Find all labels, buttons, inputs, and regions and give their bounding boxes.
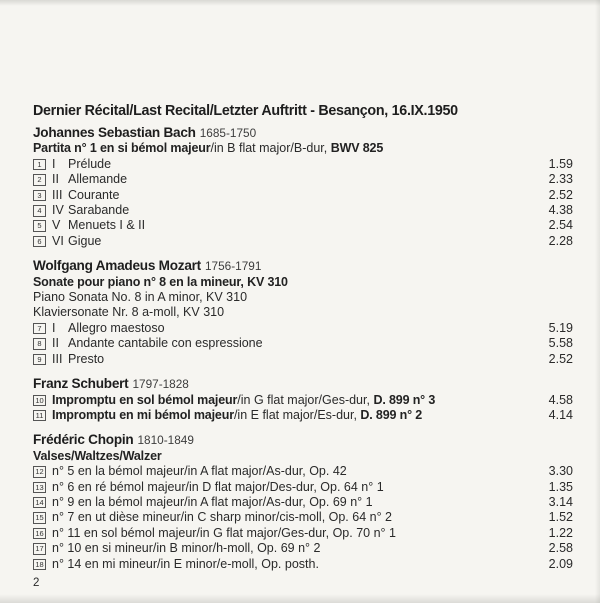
section-bach	[33, 125, 573, 249]
track-row	[33, 480, 573, 495]
track-number-box: 8	[33, 338, 46, 350]
track-number-box: 10	[33, 395, 46, 407]
track-time: 3.30	[548, 464, 573, 479]
work-title-de: Klaviersonate Nr. 8 a-moll, KV 310	[33, 305, 225, 320]
track-number-box: 4	[33, 205, 46, 217]
track-title: Sarabande	[68, 203, 130, 218]
track-row	[33, 218, 573, 233]
track-number-box: 12	[33, 466, 46, 478]
track-row	[33, 234, 573, 249]
track-title: n° 14 en mi mineur/in E minor/e-moll, Op. posth.	[52, 556, 319, 571]
track-number-box: 2	[33, 174, 46, 186]
composer-dates: 1756-1791	[204, 259, 262, 274]
work-title-translations: /in B flat major/B-dur,	[210, 141, 331, 156]
track-time: 2.58	[548, 541, 573, 556]
track-row	[33, 495, 573, 510]
track-title-translations: /in E flat major/Es-dur,	[233, 407, 361, 422]
composer-line	[33, 125, 573, 141]
track-time: 3.14	[548, 494, 573, 509]
track-number-box: 9	[33, 354, 46, 366]
movement-numeral: VI	[52, 233, 64, 248]
track-number-box: 17	[33, 543, 46, 555]
track-title: n° 10 en si mineur/in B minor/h-moll, Op. 69 n° 2	[52, 541, 321, 556]
section-schubert	[33, 376, 573, 423]
composer-dates: 1797-1828	[132, 377, 189, 392]
track-time: 1.59	[548, 156, 573, 171]
track-title: n° 7 en ut dièse mineur/in C sharp minor/cis-moll, Op. 64 n° 2	[52, 510, 393, 525]
track-time: 4.58	[548, 392, 573, 407]
track-number-box: 14	[33, 497, 46, 509]
track-title: n° 5 en la bémol majeur/in A flat major/As-dur, Op. 42	[52, 464, 347, 479]
work-title-fr: Partita n° 1 en si bémol majeur	[33, 141, 211, 156]
track-row	[33, 203, 573, 218]
track-row	[33, 172, 573, 187]
track-row	[33, 393, 573, 408]
movement-numeral: I	[52, 320, 56, 335]
track-row	[33, 157, 573, 172]
page-number: 2	[33, 576, 40, 589]
composer-dates: 1810-1849	[137, 433, 194, 448]
composer-line	[33, 432, 573, 448]
composer-line	[33, 258, 573, 274]
track-time: 1.35	[548, 479, 573, 494]
track-number-box: 16	[33, 528, 46, 540]
page-title: Dernier Récital/Last Recital/Letzter Auftritt - Besançon, 16.IX.1950	[33, 103, 458, 119]
composer-name: Johannes Sebastian Bach	[33, 125, 196, 140]
work-title-line	[33, 141, 573, 156]
track-title: Courante	[68, 187, 120, 202]
booklet-page	[33, 102, 573, 590]
track-number-box: 6	[33, 236, 46, 248]
track-number-box: 5	[33, 220, 46, 232]
work-group-title: Valses/Waltzes/Walzer	[33, 448, 162, 463]
track-number-box: 15	[33, 512, 46, 524]
track-title-translations: /in G flat major/Ges-dur,	[237, 392, 374, 407]
track-time: 2.33	[548, 172, 573, 187]
track-row	[33, 336, 573, 351]
track-title: Menuets I & II	[68, 218, 146, 233]
movement-numeral: V	[52, 218, 61, 233]
track-row	[33, 464, 573, 479]
track-time: 2.28	[548, 233, 573, 248]
section-mozart	[33, 258, 573, 367]
work-catalog-number: BWV 825	[330, 141, 384, 156]
composer-name: Frédéric Chopin	[33, 432, 134, 448]
track-title: Allemande	[68, 172, 128, 187]
track-row	[33, 408, 573, 423]
track-title: n° 9 en la bémol majeur/in A flat major/As-dur, Op. 69 n° 1	[52, 494, 373, 509]
movement-numeral: III	[52, 351, 63, 366]
track-title: n° 6 en ré bémol majeur/in D flat major/Des-dur, Op. 64 n° 1	[52, 479, 384, 494]
movement-numeral: I	[52, 156, 56, 171]
track-title: n° 11 en sol bémol majeur/in G flat major/Ges-dur, Op. 70 n° 1	[52, 525, 396, 540]
composer-name: Wolfgang Amadeus Mozart	[33, 258, 201, 274]
track-number-box: 1	[33, 159, 46, 171]
track-catalog-number: D. 899 n° 2	[360, 407, 423, 422]
work-title-en: Piano Sonata No. 8 in A minor, KV 310	[33, 290, 248, 305]
track-time: 2.52	[548, 187, 573, 202]
track-number-box: 3	[33, 190, 46, 202]
track-time: 1.22	[548, 525, 573, 540]
track-row	[33, 557, 573, 572]
track-title: Gigue	[68, 233, 102, 248]
track-time: 1.52	[548, 510, 573, 525]
track-row	[33, 526, 573, 541]
track-row	[33, 541, 573, 556]
track-title-main: Impromptu en sol bémol majeur	[52, 392, 238, 407]
movement-numeral: II	[52, 336, 59, 351]
track-title: Allegro maestoso	[68, 320, 165, 335]
composer-line	[33, 376, 573, 392]
track-title: Presto	[68, 351, 105, 366]
track-catalog-number: D. 899 n° 3	[373, 392, 436, 407]
track-title: Andante cantabile con espressione	[68, 336, 263, 351]
track-row	[33, 352, 573, 367]
movement-numeral: IV	[52, 203, 64, 218]
track-row	[33, 510, 573, 525]
track-number-box: 7	[33, 323, 46, 335]
track-time: 4.38	[548, 203, 573, 218]
track-number-box: 11	[33, 410, 46, 422]
movement-numeral: III	[52, 187, 63, 202]
track-row	[33, 321, 573, 336]
composer-name: Franz Schubert	[33, 376, 129, 392]
track-time: 2.09	[548, 556, 573, 571]
track-time: 5.19	[548, 320, 573, 335]
track-time: 2.52	[548, 351, 573, 366]
movement-numeral: II	[52, 172, 59, 187]
track-time: 4.14	[548, 407, 573, 422]
track-title: Prélude	[68, 156, 112, 171]
track-row	[33, 188, 573, 203]
track-title-main: Impromptu en mi bémol majeur	[52, 407, 234, 422]
composer-dates: 1685-1750	[199, 126, 257, 140]
track-number-box: 18	[33, 559, 46, 571]
track-number-box: 13	[33, 482, 46, 494]
section-chopin	[33, 432, 573, 572]
track-time: 5.58	[548, 336, 573, 351]
track-time: 2.54	[548, 218, 573, 233]
work-title-fr: Sonate pour piano n° 8 en la mineur, KV 310	[33, 274, 288, 289]
